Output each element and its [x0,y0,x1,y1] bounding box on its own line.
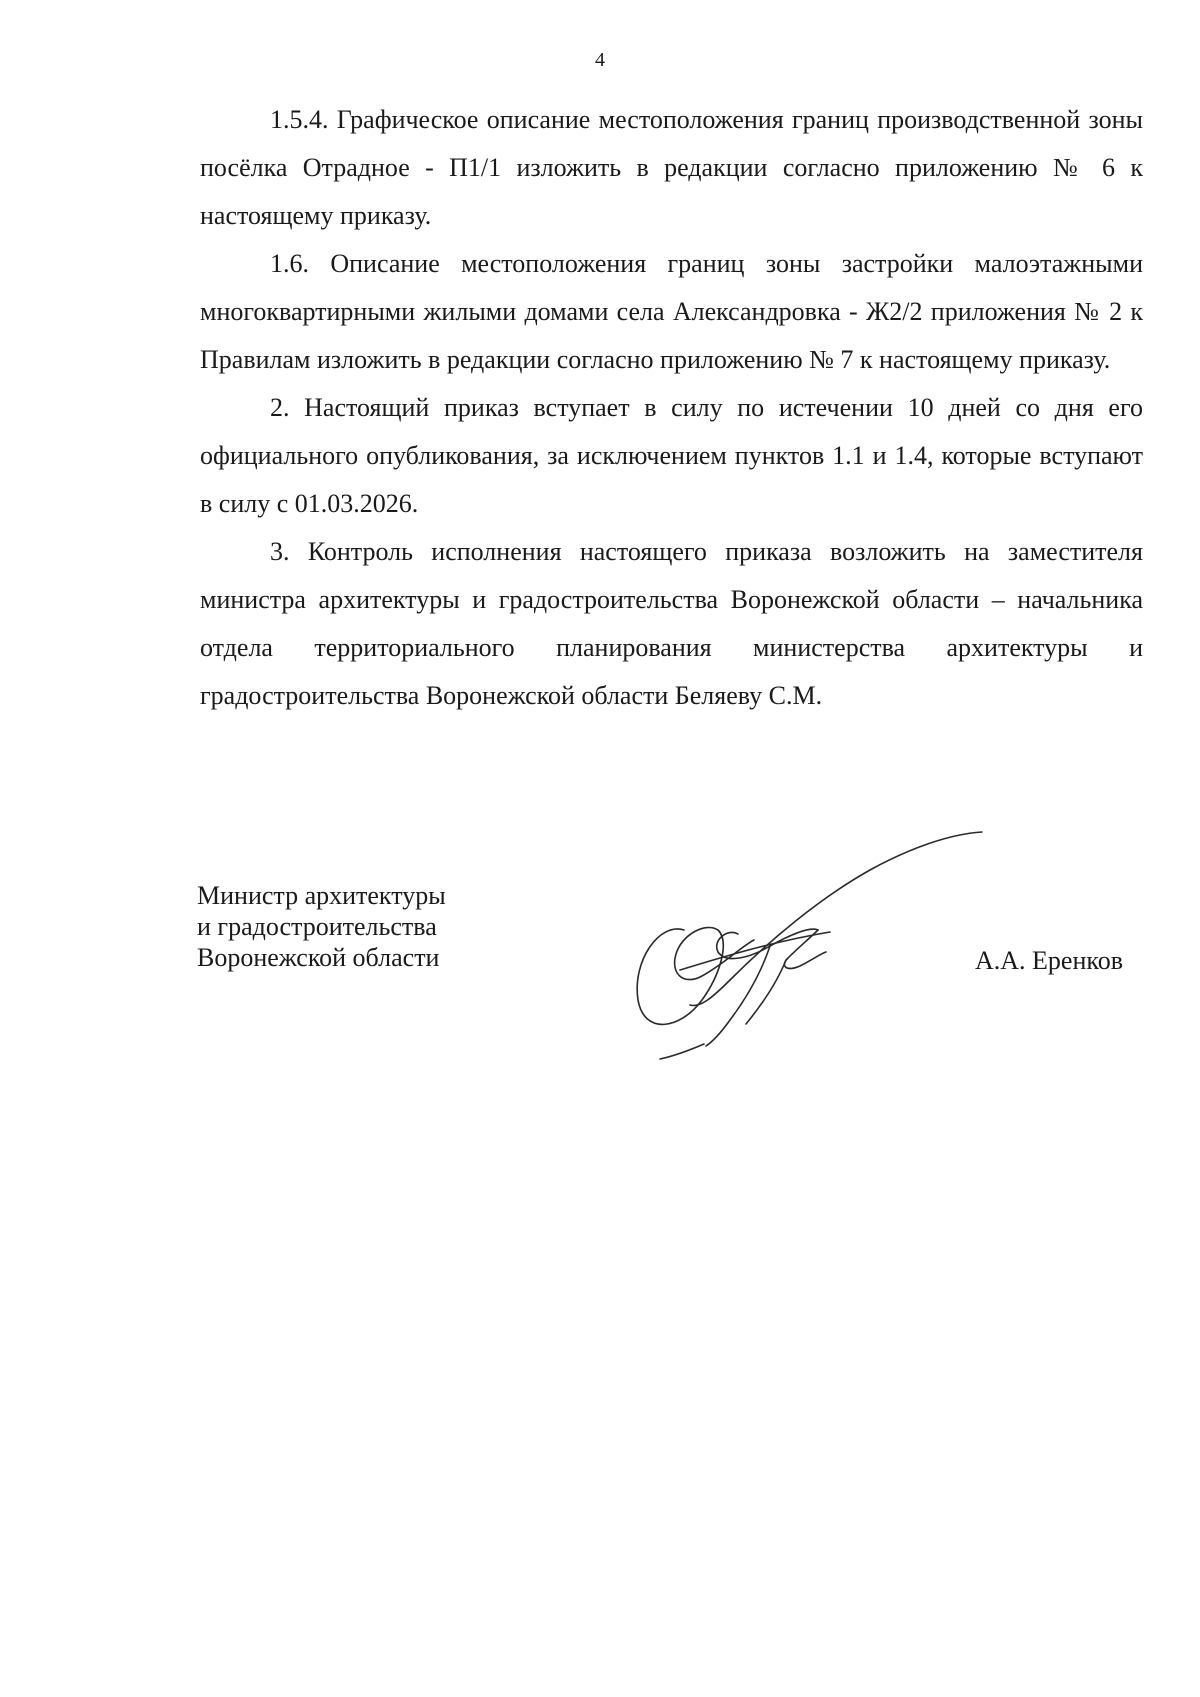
document-body [200,96,1143,720]
signer-position-line: Воронежской области [197,943,440,972]
handwritten-signature [620,830,1000,1060]
paragraph-1-6: 1.6. Описание местоположения границ зоны застройки малоэтажными многоквартирными жилыми домами села Александровка - Ж2/2 приложения № 2 к Правилам изложить в редакции согласно приложению № 7 к настоящему приказу. [200,249,1143,374]
paragraph-2: 2. Настоящий приказ вступает в силу по истечении 10 дней со дня его официального опубликования, за исключением пунктов 1.1 и 1.4, которые вступают в силу с 01.03.2026. [200,393,1143,518]
paragraph-3: 3. Контроль исполнения настоящего приказа возложить на заместителя министра архитектуры и градостроительства Воронежской области – начальника отдела территориального планирования министерства архитектуры и градостроительства Воронежской области Беляеву С.М. [200,537,1143,710]
signer-name: А.А. Еренков [975,946,1123,975]
signer-position-line: и градостроительства [197,912,437,941]
page-number: 4 [595,49,605,71]
signer-position-line: Министр архитектуры [197,881,446,910]
paragraph-1-5-4: 1.5.4. Графическое описание местоположения границ производственной зоны посёлка Отрадное - П1/1 изложить в редакции согласно приложению № 6 к настоящему приказу. [200,105,1143,230]
signer-position [197,880,446,973]
